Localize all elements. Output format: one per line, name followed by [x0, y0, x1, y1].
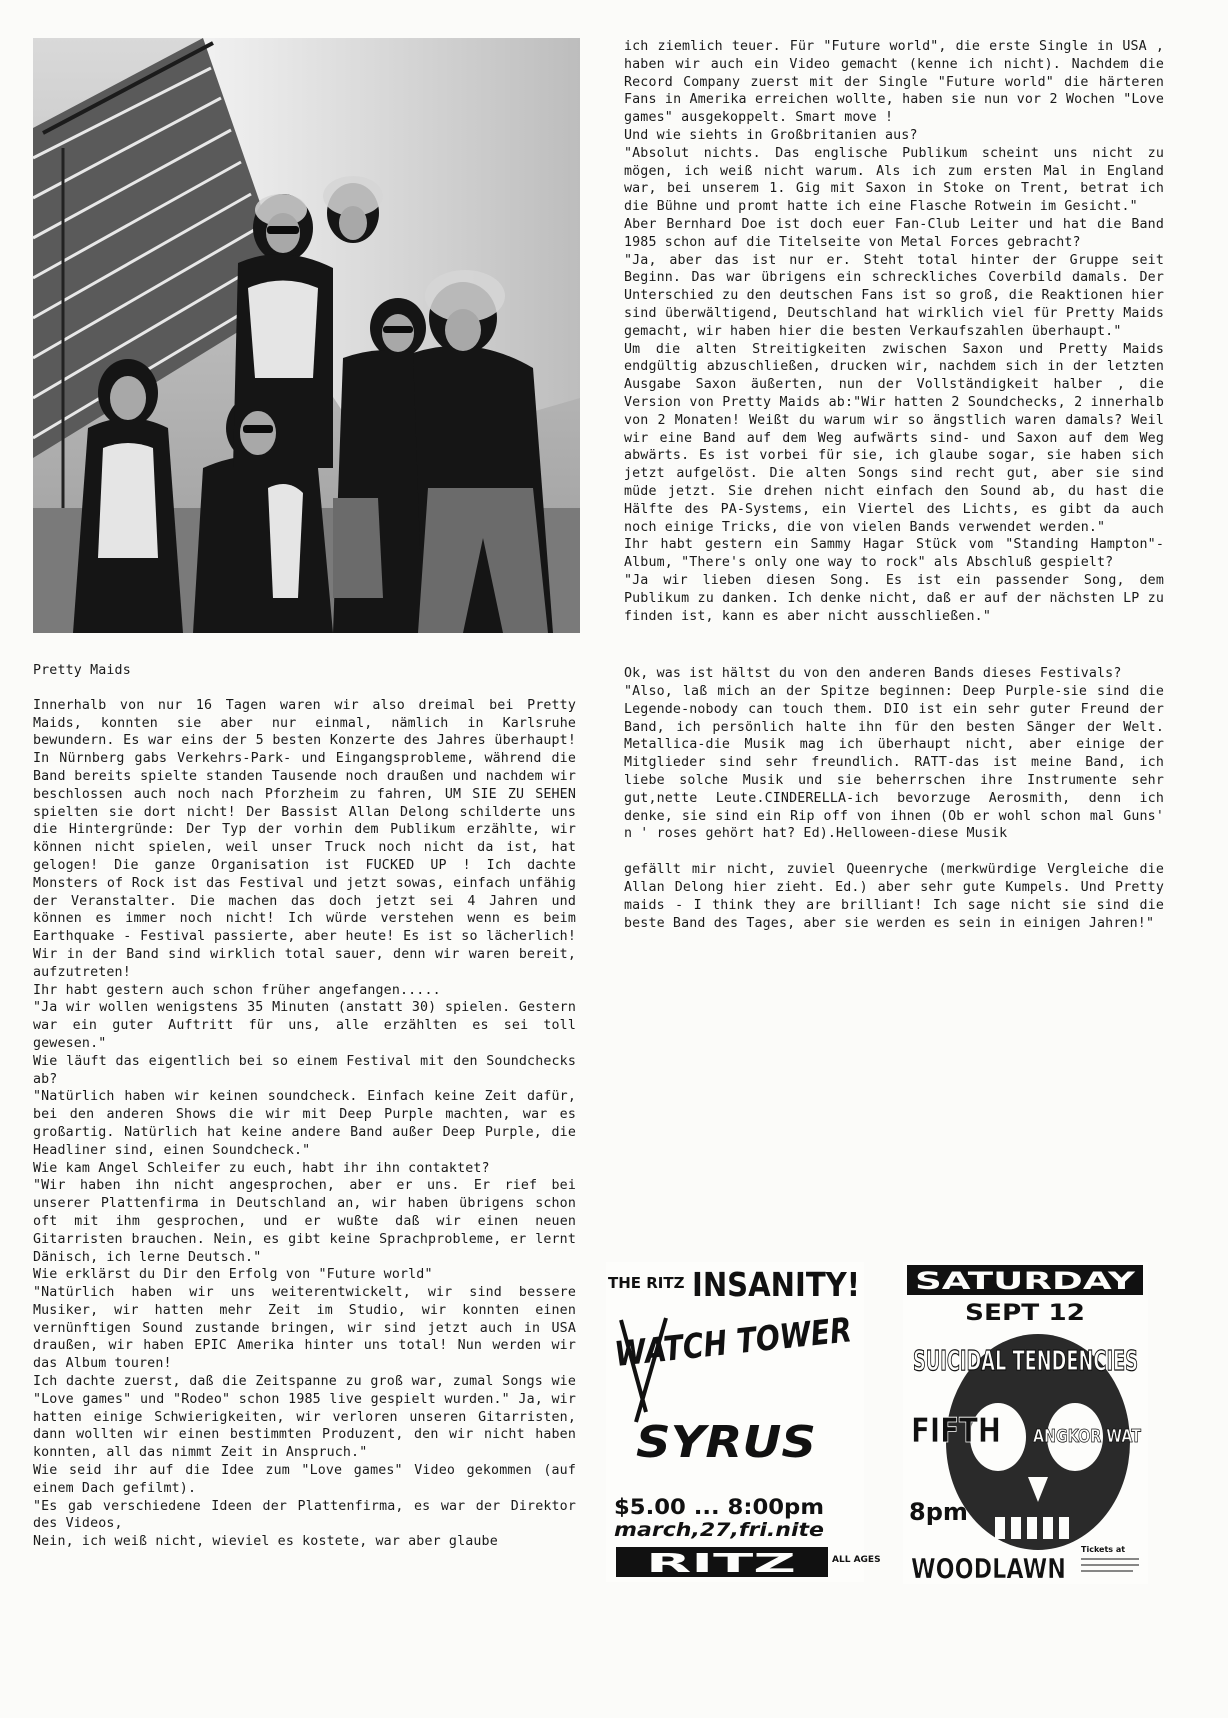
article-answer: Nein, ich weiß nicht, wieviel es kostete, war aber glaube — [33, 1534, 498, 1550]
article-question: Ihr habt gestern auch schon früher angefangen..... — [33, 982, 441, 998]
photo-caption: Pretty Maids — [33, 663, 131, 678]
article-answer: "Ja wir wollen wenigstens 35 Minuten (anstatt 30) spielen. Gestern war ein guter Auftritt für uns, alle erzählten es sei toll gewesen." — [33, 1000, 576, 1051]
flyer-date: march,27,fri.nite — [614, 1519, 825, 1541]
article-answer: "Es gab verschiedene Ideen der Plattenfirma, es war der Direktor des Videos, — [33, 1498, 576, 1532]
flyer-band-syrus: SYRUS — [636, 1417, 816, 1468]
flyer-time: 8pm — [909, 1498, 968, 1526]
article-question: Wie kam Angel Schleifer zu euch, habt ihr ihn contaktet? — [33, 1160, 490, 1176]
paragraph-spacer — [624, 625, 1164, 665]
article-answer: gefällt mir nicht, zuviel Queenryche (merkwürdige Vergleiche die Allan Delong hier zieht. Ed.) aber sehr gute Kumpels. Und Pretty maids - I think they are brilliant! Ich sage nicht sie sind die beste Band des Tages, aber sie werden es sein in einigen Jahren!" — [624, 862, 1164, 931]
flyer-title: INSANITY! — [692, 1265, 860, 1304]
article-paragraph: Innerhalb von nur 16 Tagen waren wir also dreimal bei Pretty Maids, konnten sie aber nur einmal, nämlich in Karlsruhe bewundern. Es war eins der 5 besten Konzerte des Jahres überhaupt! In Nürnberg gabs Verkehrs-Park- und Eingangsprobleme, während die Band bereits spielte standen Tausende noch draußen und nachdem wir beschlossen auch noch nach Pforzheim zu fahren, UM SIE ZU SEHEN spielten sie dort nicht! Der Bassist Allan Delong schilderte uns die Hintergründe: Der Typ der vorhin dem Publikum erzählte, wir können nicht spielen, weil unser Truck noch nicht da ist, hat gelogen! Die ganze Organisation ist FUCKED UP ! Ich dachte Monsters of Rock ist das Festival und jetzt sowas, einfach unfähig der Veranstalter. Die machen das doch jetzt sei 4 Jahren und können es immer noch nicht! Ich würde verstehen wenn es beim Earthquake - Festival passierte, aber heute! Es ist so lächerlich! Wir in der Band sind wirklich total sauer, denn wir waren bereit, aufzutreten! — [33, 697, 576, 980]
flyer-band-suicidal-tendencies: SUICIDAL TENDENCIES — [913, 1344, 1138, 1377]
article-answer: "Natürlich haben wir uns weiterentwickelt, wir sind bessere Musiker, wir hatten mehr Zeit im Studio, wir konnten einen vernünftigen Sound zustande bringen, wir sind jetzt auch in USA draußen, wir haben EPIC Amerika hinter uns total! Nun werden wir das Album touren! — [33, 1285, 576, 1372]
article-question: Wie erklärst du Dir den Erfolg von "Future world" — [33, 1267, 433, 1283]
flyer-band-fifth: FIFTH — [911, 1411, 1001, 1451]
article-answer: "Wir haben ihn nicht angesprochen, aber er uns. Er rief bei unserer Plattenfirma in Deutschland an, wir haben übrigens schon oft mit ihm gesprochen, und er wußte daß wir einen neuen Gitarristen brauchen. Nein, es gibt keine Sprachprobleme, er lernt Dänisch, ich lerne Deutsch." — [33, 1178, 576, 1265]
article-question: Wie läuft das eigentlich bei so einem Festival mit den Soundchecks ab? — [33, 1053, 576, 1087]
flyer-band-angkor-wat: ANGKOR WAT — [1033, 1426, 1142, 1447]
flyer-tickets: Tickets at — [1081, 1545, 1126, 1554]
ritz-flyer-artwork — [606, 1262, 903, 1582]
right-column-article — [624, 38, 1164, 932]
flyer-price-time: $5.00 ... 8:00pm — [614, 1495, 824, 1519]
article-question: Ihr habt gestern ein Sammy Hagar Stück vom "Standing Hampton"-Album, "There's only one way to rock" als Abschluß gespielt? — [624, 537, 1164, 571]
band-photo-image — [33, 38, 580, 633]
article-question: Ich dachte zuerst, daß die Zeitspanne zu groß war, zumal Songs wie "Love games" und "Rodeo" schon 1985 live gespielt wurden." Ja, wir hatten einige Schwierigkeiten, wir verloren unseren Gitarristen, dann wollten wir einen bestimmten Produzent, den wir nicht haben konnten, all das nimmt Zeit in Anspruch." — [33, 1374, 576, 1461]
suicidal-flyer-artwork — [903, 1262, 1148, 1584]
suicidal-tendencies-flyer — [903, 1262, 1148, 1584]
flyer-day: SATURDAY — [915, 1267, 1136, 1295]
article-paragraph: ich ziemlich teuer. Für "Future world", die erste Single in USA , haben wir auch ein Video gemacht (kenne ich nicht). Nachdem die Record Company zuerst mit der Single "Future world" die härteren Fans in Amerika erreichen wollte, haben sie nun vor 2 Wochen "Love games" ausgekoppelt. Smart move ! — [624, 39, 1164, 126]
left-column-article — [33, 662, 576, 1551]
article-answer: "Ja, aber das ist nur er. Steht total hinter der Gruppe seit Beginn. Das war übrigens ein schreckliches Coverbild damals. Der Unterschied zu den deutschen Fans ist so groß, die Reaktionen hier sind überwältigend, Deutschland hat wirklich viel für Pretty Maids gemacht, wir haben hier die besten Verkaufszahlen überhaupt." — [624, 252, 1164, 339]
flyer-venue: WOODLAWN — [911, 1552, 1066, 1585]
article-answer: "Absolut nichts. Das englische Publikum scheint uns nicht zu mögen, ich weiß nicht warum. Als ich zum ersten Mal in England war, bei unserem 1. Gig mit Saxon in Stoke on Trent, betrat ich die Bühne und promt hatte ich eine Flasche Rotwein im Gesicht." — [624, 145, 1164, 215]
article-answer: "Ja wir lieben diesen Song. Es ist ein passender Song, dem Publikum zu danken. Ich denke nicht, daß er auf der nächsten LP zu finden ist, kann es aber nicht ausschließen." — [624, 572, 1164, 624]
article-question: Und wie siehts in Großbritanien aus? — [624, 127, 918, 143]
article-question: Aber Bernhard Doe ist doch euer Fan-Club Leiter und hat die Band 1985 schon auf die Titelseite von Metal Forces gebracht? — [624, 216, 1164, 250]
flyer-venue: THE RITZ — [608, 1274, 685, 1292]
article-paragraph: Um die alten Streitigkeiten zwischen Saxon und Pretty Maids endgültig abzuschließen, drucken wir, nachdem sich in der letzten Ausgabe Saxon äußerten, nun der Vollständigkeit halber , die Version von Pretty Maids ab:"Wir hatten 2 Soundchecks, 2 innerhalb von 2 Monaten! Weißt du warum wir so ängstlich waren damals? Weil wir eine Band auf dem Weg aufwärts sind- und Saxon auf dem Weg abwärts. Es ist vorbei für sie, ich glaube sogar, sie haben sich jetzt aufgelöst. Die alten Songs sind recht gut, aber sie sind müde jetzt. Sie drehen nicht einfach den Sound ab, du hast die Hälfte des PA-Systems, ein Viertel des Lichts, es gibt da auch noch einige Tricks, die von vielen Bands verwendet werden." — [624, 341, 1164, 535]
ritz-concert-flyer — [606, 1262, 903, 1582]
article-question: Wie seid ihr auf die Idee zum "Love games" Video gekommen (auf einem Dach gefilmt). — [33, 1463, 576, 1496]
band-photo — [33, 38, 580, 633]
article-question: Ok, was ist hältst du von den anderen Bands dieses Festivals? — [624, 666, 1122, 682]
flyer-date: SEPT 12 — [965, 1301, 1085, 1326]
paragraph-spacer — [624, 843, 1164, 861]
flyer-band-watch-tower: WATCH TOWER — [612, 1305, 903, 1375]
flyer-all-ages: ALL AGES — [832, 1555, 881, 1565]
article-answer: "Also, laß mich an der Spitze beginnen: Deep Purple-sie sind die Legende-nobody can touch them. DIO ist ein sehr guter Freund der Band, ich persönlich halte ihn für den besten Sänger der Welt. Metallica-die Musik mag ich überhaupt nicht, aber einige der Mitglieder sind sehr freundlich. RATT-das ist meine Band, ich liebe solche Musik und sie beherrschen ihre Instrumente sehr gut,nette Leute.CINDERELLA-ich bevorzuge Aerosmith, denn ich denke, sie sind ein Rip off von ihnen (Ob er wohl schon mal Guns' n ' roses gehört hat? Ed).Helloween-diese Musik — [624, 684, 1164, 842]
flyer-footer-logo: RITZ — [646, 1549, 796, 1579]
article-answer: "Natürlich haben wir keinen soundcheck. Einfach keine Zeit dafür, bei den anderen Shows die wir mit Deep Purple machten, war es großartig. Natürlich hat keine andere Band außer Deep Purple, die Headliner sind, einen Soundcheck." — [33, 1089, 576, 1158]
